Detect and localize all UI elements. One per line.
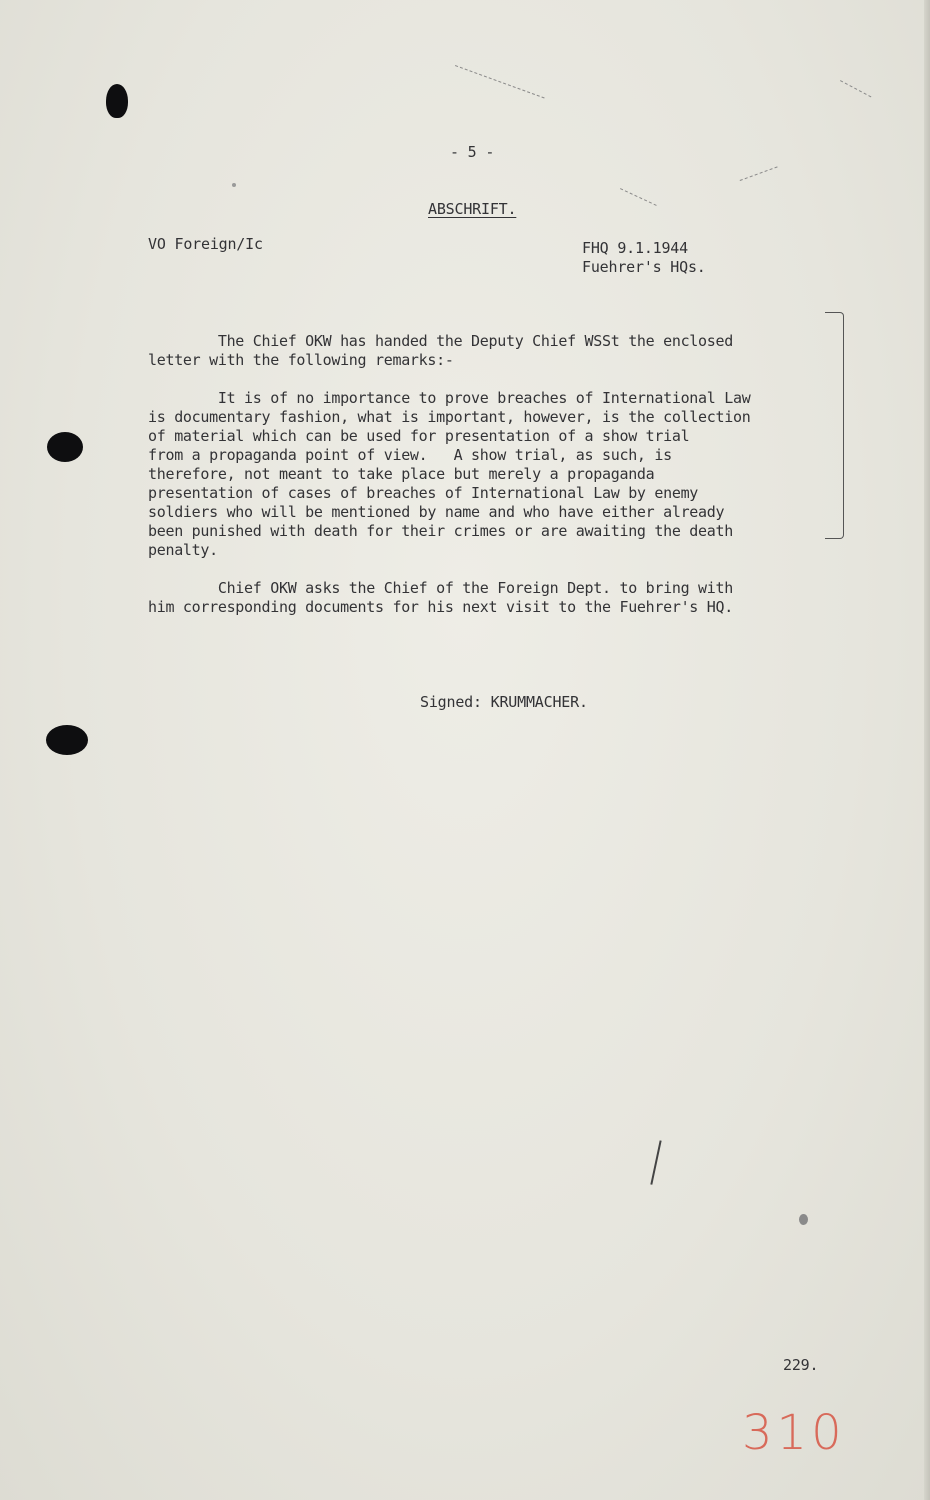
- punch-hole-middle: [47, 432, 83, 462]
- folio-number: 229.: [783, 1356, 819, 1374]
- paragraph-line: him corresponding documents for his next visit to the Fuehrer's HQ.: [148, 598, 733, 616]
- paragraph-line: from a propaganda point of view. A show trial, as such, is: [148, 446, 672, 464]
- ink-speck: [232, 183, 236, 187]
- punch-hole-bottom: [46, 725, 88, 755]
- page-number: - 5 -: [450, 143, 495, 161]
- place-name: Fuehrer's HQs.: [582, 258, 706, 276]
- paragraph-line: It is of no importance to prove breaches of International Law: [148, 389, 751, 407]
- faint-dash-mark: [455, 65, 545, 99]
- paragraph-line: soldiers who will be mentioned by name and who have either already: [148, 503, 725, 521]
- paragraph-line: presentation of cases of breaches of International Law by enemy: [148, 484, 699, 502]
- paragraph-line: of material which can be used for presentation of a show trial: [148, 427, 690, 445]
- pencil-stroke: [650, 1140, 661, 1184]
- document-heading: ABSCHRIFT.: [428, 200, 517, 218]
- paragraph-line: therefore, not meant to take place but merely a propaganda: [148, 465, 655, 483]
- place-date: FHQ 9.1.1944: [582, 239, 688, 257]
- sender-reference: VO Foreign/Ic: [148, 235, 263, 253]
- punch-hole-top: [106, 84, 128, 118]
- signature: Signed: KRUMMACHER.: [420, 693, 588, 711]
- paragraph-line: penalty.: [148, 541, 218, 559]
- margin-bracket-mark: [825, 312, 844, 539]
- paragraph-line: been punished with death for their crimes or are awaiting the death: [148, 522, 733, 540]
- page-edge-shadow: [924, 0, 930, 1500]
- handwritten-page-number: 310: [742, 1405, 846, 1461]
- paragraph-line: is documentary fashion, what is important, however, is the collection: [148, 408, 751, 426]
- faint-dash-mark: [740, 166, 778, 182]
- pencil-dot: [799, 1214, 808, 1225]
- faint-dash-mark: [840, 80, 872, 98]
- paragraph-line: Chief OKW asks the Chief of the Foreign Dept. to bring with: [148, 579, 733, 597]
- paragraph-line: The Chief OKW has handed the Deputy Chief WSSt the enclosed: [148, 332, 733, 350]
- paragraph-line: letter with the following remarks:-: [148, 351, 454, 369]
- faint-dash-mark: [620, 188, 657, 207]
